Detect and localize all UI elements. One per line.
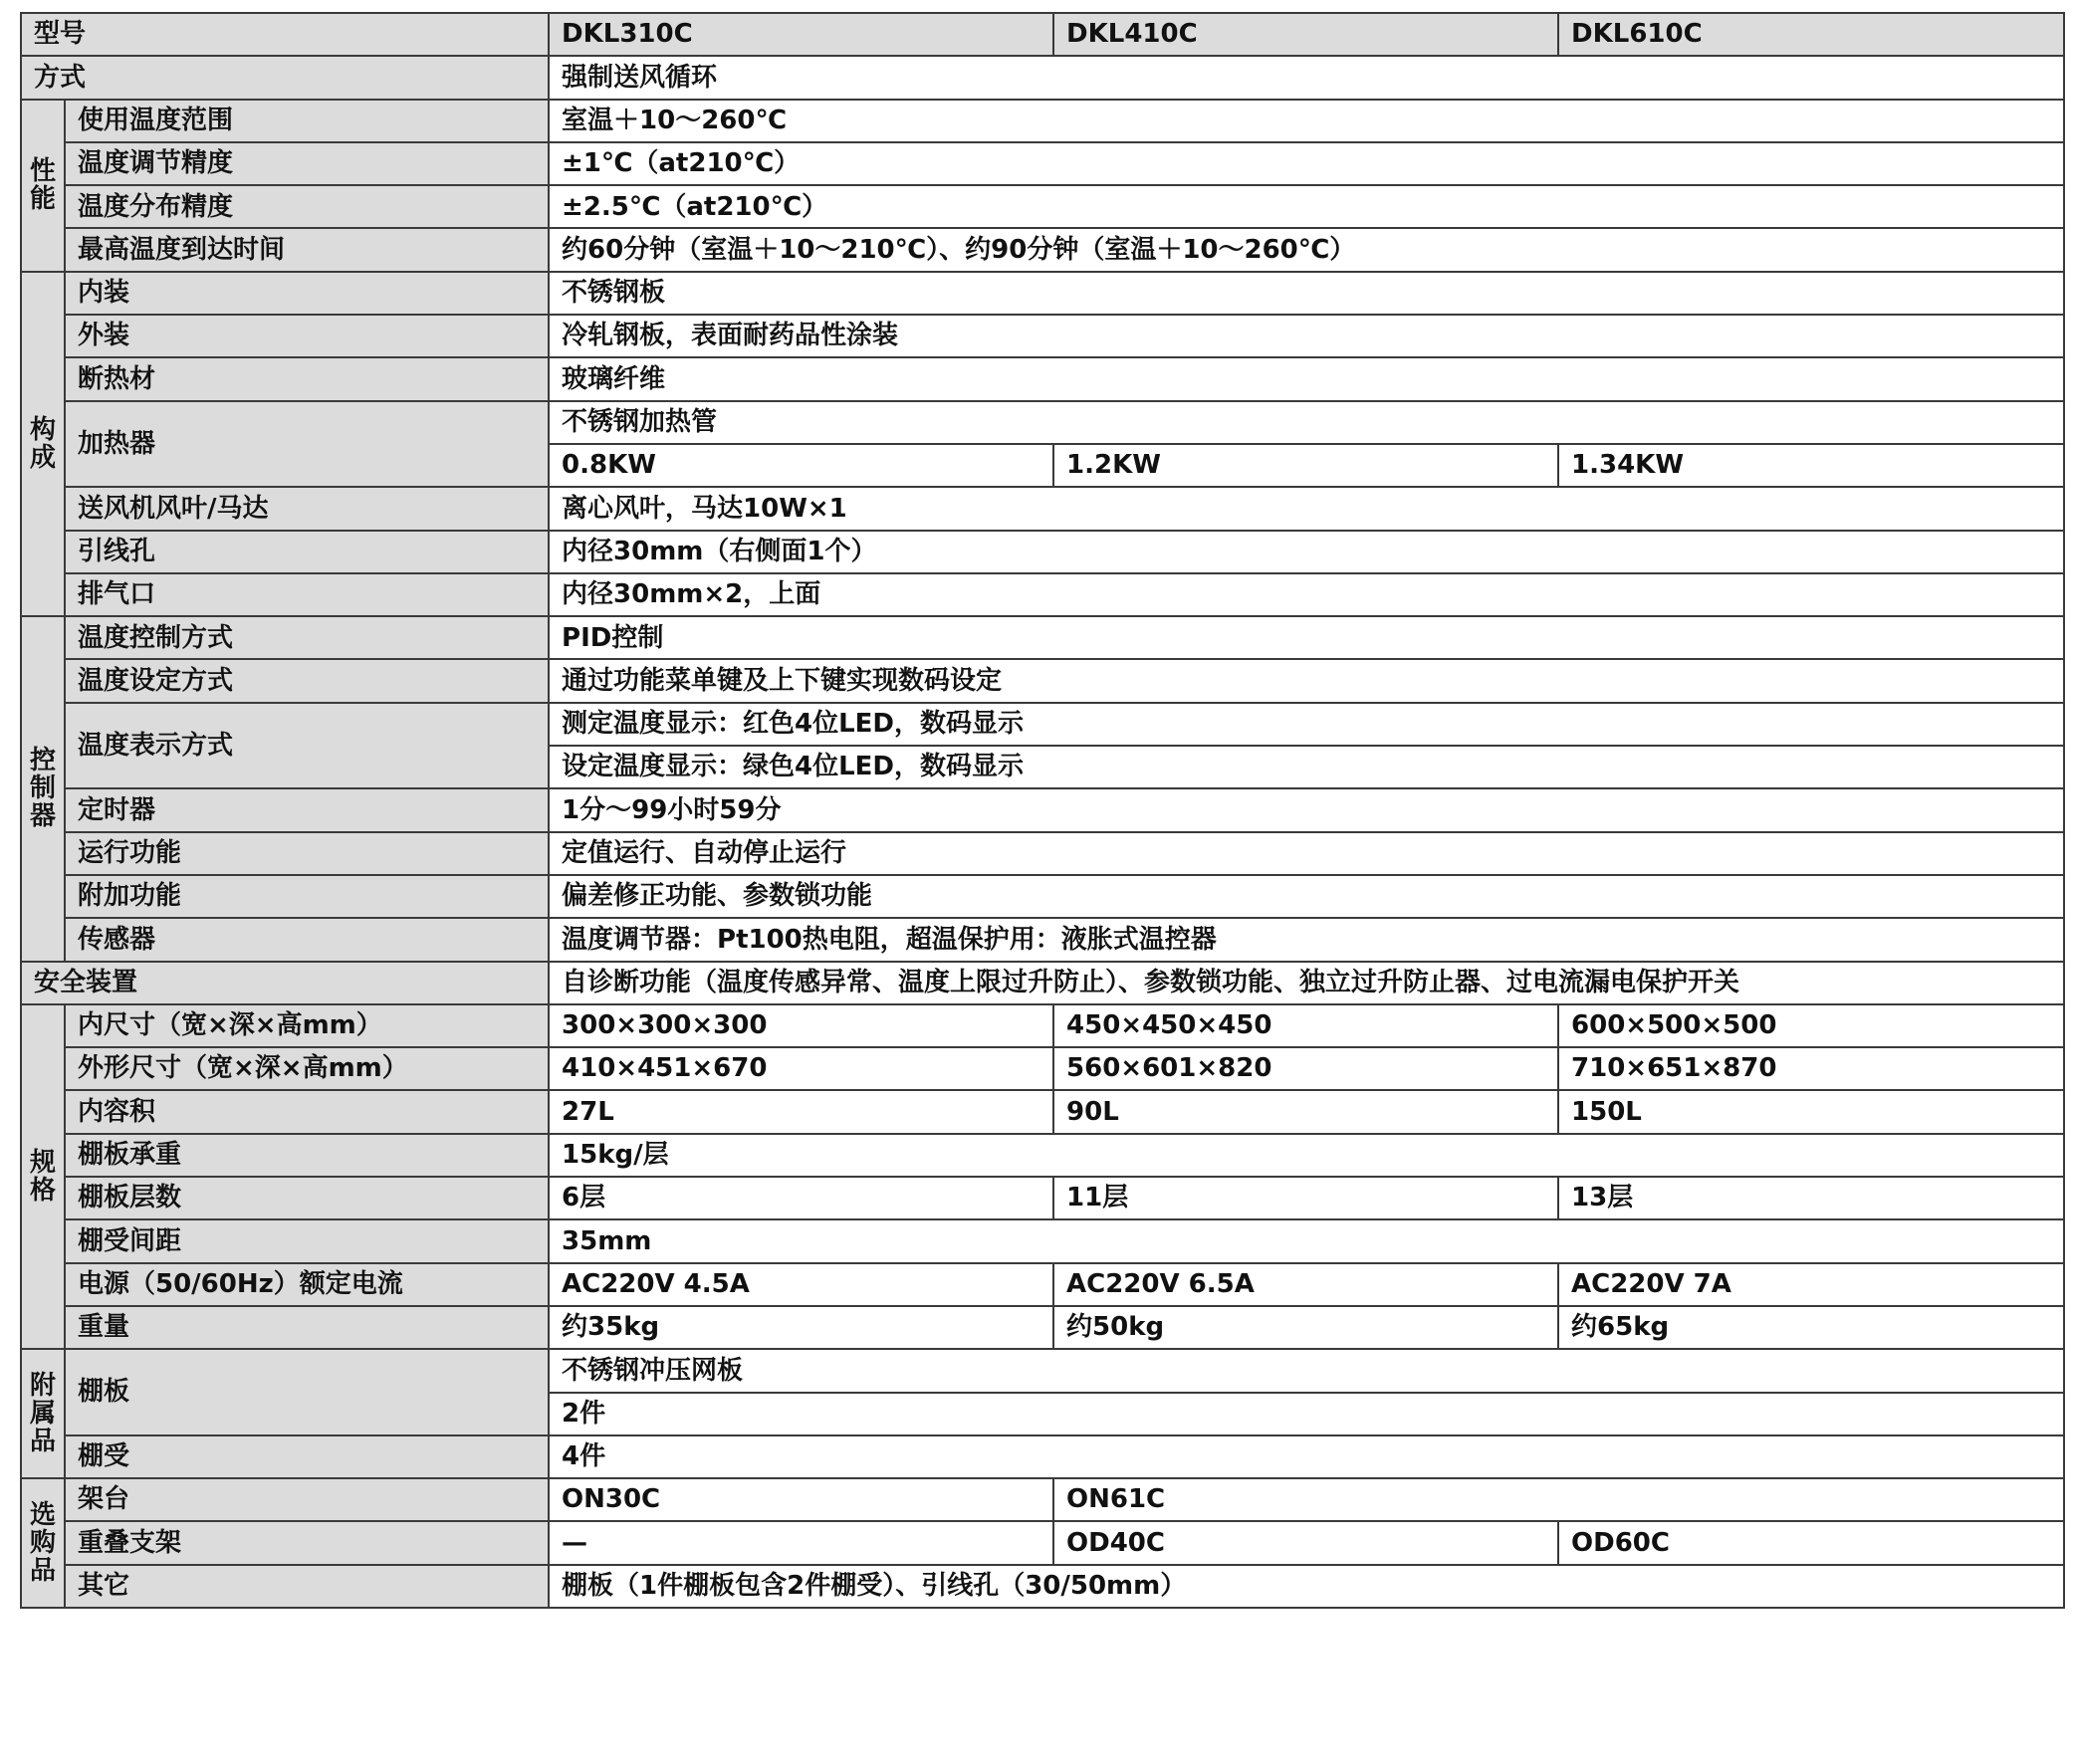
cell-value: — — [549, 1521, 1053, 1564]
group-label: 附属品 — [29, 1370, 56, 1456]
cell-value: ON30C — [549, 1478, 1053, 1521]
cell-value: 90L — [1053, 1090, 1558, 1133]
row-value: 棚板（1件棚板包含2件棚受）、引线孔（30/50mm） — [549, 1565, 2064, 1608]
cell-value: 27L — [549, 1090, 1053, 1133]
row-label: 传感器 — [65, 918, 549, 961]
row-value: ±2.5℃（at210℃） — [549, 185, 2064, 228]
table-row — [21, 56, 2064, 99]
row-label: 附加功能 — [65, 875, 549, 918]
table-row — [21, 1177, 2064, 1219]
cell-value: 600×500×500 — [1558, 1004, 2064, 1047]
group-accessories — [21, 1349, 65, 1478]
group-label: 控制器 — [29, 745, 56, 832]
table-row — [21, 918, 2064, 961]
row-value: 偏差修正功能、参数锁功能 — [549, 875, 2064, 918]
row-label: 外装 — [65, 315, 549, 357]
row-value: 15kg/层 — [549, 1134, 2064, 1177]
row-label: 其它 — [65, 1565, 549, 1608]
model-label: 型号 — [21, 13, 549, 56]
row-value: 冷轧钢板，表面耐药品性涂装 — [549, 315, 2064, 357]
table-row — [21, 1565, 2064, 1608]
group-label: 构成 — [29, 414, 56, 473]
cell-value: 13层 — [1558, 1177, 2064, 1219]
row-value: 4件 — [549, 1435, 2064, 1478]
row-value: 内径30mm（右侧面1个） — [549, 531, 2064, 573]
row-label: 送风机风叶/马达 — [65, 487, 549, 530]
safety-value: 自诊断功能（温度传感异常、温度上限过升防止）、参数锁功能、独立过升防止器、过电流漏电保护开关 — [549, 962, 2064, 1004]
cell-value: OD60C — [1558, 1521, 2064, 1564]
row-value: 离心风叶，马达10W×1 — [549, 487, 2064, 530]
row-label: 定时器 — [65, 788, 549, 831]
row-label: 架台 — [65, 1478, 549, 1521]
row-value: 约60分钟（室温＋10～210℃）、约90分钟（室温＋10～260℃） — [549, 228, 2064, 271]
row-label: 引线孔 — [65, 531, 549, 573]
row-value: 定值运行、自动停止运行 — [549, 832, 2064, 875]
row-value: ±1℃（at210℃） — [549, 142, 2064, 185]
table-row — [21, 962, 2064, 1004]
row-label: 棚板层数 — [65, 1177, 549, 1219]
cell-value: 约50kg — [1053, 1306, 1558, 1349]
cell-value: AC220V 7A — [1558, 1263, 2064, 1306]
table-row — [21, 573, 2064, 616]
table-row — [21, 1478, 2064, 1521]
row-value: 不锈钢加热管 — [549, 401, 2064, 444]
row-label: 棚板 — [65, 1349, 549, 1435]
row-label: 温度调节精度 — [65, 142, 549, 185]
row-value: 设定温度显示：绿色4位LED，数码显示 — [549, 746, 2064, 788]
table-row — [21, 832, 2064, 875]
table-row — [21, 272, 2064, 315]
row-label: 最高温度到达时间 — [65, 228, 549, 271]
row-value: 玻璃纤维 — [549, 357, 2064, 400]
cell-value: ON61C — [1053, 1478, 2064, 1521]
group-label: 选购品 — [29, 1499, 56, 1586]
row-value: 不锈钢板 — [549, 272, 2064, 315]
table-row — [21, 1219, 2064, 1262]
row-label: 加热器 — [65, 401, 549, 488]
group-controller — [21, 616, 65, 961]
row-label: 棚板承重 — [65, 1134, 549, 1177]
table-row — [21, 1521, 2064, 1564]
cell-value: AC220V 4.5A — [549, 1263, 1053, 1306]
table-row — [21, 1134, 2064, 1177]
row-label: 使用温度范围 — [65, 100, 549, 142]
table-row — [21, 185, 2064, 228]
row-label: 温度表示方式 — [65, 703, 549, 789]
method-value: 强制送风循环 — [549, 56, 2064, 99]
model-dkl410c: DKL410C — [1053, 13, 1558, 56]
table-row — [21, 1047, 2064, 1090]
spec-table — [20, 12, 2065, 1609]
cell-value: 6层 — [549, 1177, 1053, 1219]
table-row-header — [21, 13, 2064, 56]
row-value: 不锈钢冲压网板 — [549, 1349, 2064, 1392]
row-value: 通过功能菜单键及上下键实现数码设定 — [549, 659, 2064, 702]
group-options — [21, 1478, 65, 1608]
row-value: 2件 — [549, 1393, 2064, 1435]
method-label: 方式 — [21, 56, 549, 99]
model-dkl610c: DKL610C — [1558, 13, 2064, 56]
row-value: 1分～99小时59分 — [549, 788, 2064, 831]
table-row — [21, 616, 2064, 659]
row-label: 电源（50/60Hz）额定电流 — [65, 1263, 549, 1306]
row-label: 运行功能 — [65, 832, 549, 875]
row-label: 重量 — [65, 1306, 549, 1349]
cell-value: 560×601×820 — [1053, 1047, 1558, 1090]
table-row — [21, 1349, 2064, 1392]
cell-value: 410×451×670 — [549, 1047, 1053, 1090]
cell-value: 1.2KW — [1053, 444, 1558, 487]
cell-value: 1.34KW — [1558, 444, 2064, 487]
table-row — [21, 315, 2064, 357]
cell-value: 约35kg — [549, 1306, 1053, 1349]
row-label: 外形尺寸（宽×深×高mm） — [65, 1047, 549, 1090]
row-label: 断热材 — [65, 357, 549, 400]
row-label: 内容积 — [65, 1090, 549, 1133]
cell-value: 约65kg — [1558, 1306, 2064, 1349]
cell-value: 710×651×870 — [1558, 1047, 2064, 1090]
row-label: 排气口 — [65, 573, 549, 616]
row-value: 内径30mm×2，上面 — [549, 573, 2064, 616]
cell-value: AC220V 6.5A — [1053, 1263, 1558, 1306]
cell-value: 300×300×300 — [549, 1004, 1053, 1047]
table-row — [21, 228, 2064, 271]
table-row — [21, 1435, 2064, 1478]
row-label: 棚受间距 — [65, 1219, 549, 1262]
cell-value: OD40C — [1053, 1521, 1558, 1564]
row-label: 温度分布精度 — [65, 185, 549, 228]
row-value: 测定温度显示：红色4位LED，数码显示 — [549, 703, 2064, 746]
group-label: 性能 — [29, 155, 56, 214]
table-row — [21, 788, 2064, 831]
cell-value: 11层 — [1053, 1177, 1558, 1219]
row-value: 室温＋10～260℃ — [549, 100, 2064, 142]
cell-value: 150L — [1558, 1090, 2064, 1133]
table-row — [21, 703, 2064, 746]
group-specs — [21, 1004, 65, 1349]
row-value: 温度调节器：Pt100热电阻，超温保护用：液胀式温控器 — [549, 918, 2064, 961]
table-row — [21, 401, 2064, 444]
table-row — [21, 1263, 2064, 1306]
row-label: 内尺寸（宽×深×高mm） — [65, 1004, 549, 1047]
model-dkl310c: DKL310C — [549, 13, 1053, 56]
row-label: 温度设定方式 — [65, 659, 549, 702]
table-row — [21, 1306, 2064, 1349]
table-row — [21, 531, 2064, 573]
table-row — [21, 142, 2064, 185]
table-row — [21, 487, 2064, 530]
table-row — [21, 659, 2064, 702]
group-performance — [21, 100, 65, 272]
table-row — [21, 1004, 2064, 1047]
cell-value: 0.8KW — [549, 444, 1053, 487]
table-row — [21, 357, 2064, 400]
table-row — [21, 1090, 2064, 1133]
table-row — [21, 100, 2064, 142]
group-label: 规格 — [29, 1147, 56, 1206]
table-row — [21, 875, 2064, 918]
row-label: 内装 — [65, 272, 549, 315]
row-value: PID控制 — [549, 616, 2064, 659]
row-label: 重叠支架 — [65, 1521, 549, 1564]
row-value: 35mm — [549, 1219, 2064, 1262]
row-label: 温度控制方式 — [65, 616, 549, 659]
safety-label: 安全装置 — [21, 962, 549, 1004]
group-construction — [21, 272, 65, 616]
cell-value: 450×450×450 — [1053, 1004, 1558, 1047]
row-label: 棚受 — [65, 1435, 549, 1478]
